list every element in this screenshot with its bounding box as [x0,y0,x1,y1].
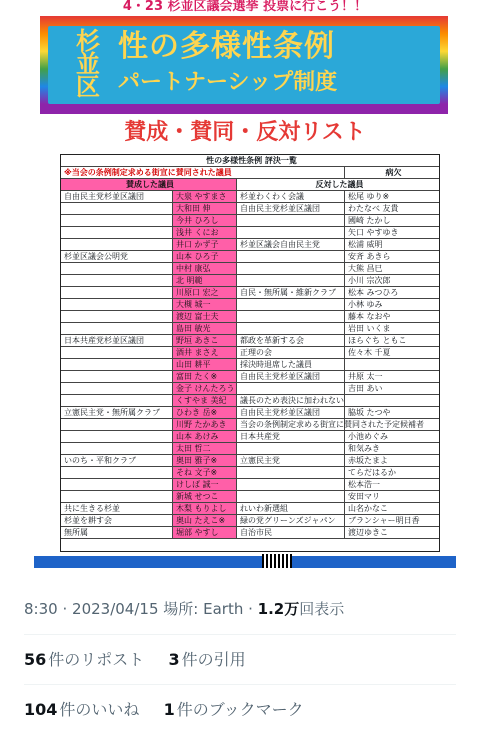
col-oppose: 反対した議員 [315,180,364,189]
table-cell: 山本 ひろ子 [173,251,237,262]
table-cell: 山田 耕平 [173,359,237,370]
table-cell: くすやま 美紀 [173,395,237,406]
table-cell: 松本 みつひろ [348,288,399,297]
table-cell: ほらぐち ともこ [348,336,407,345]
table-cell [61,479,173,490]
divider [24,684,456,685]
table-row [61,491,439,503]
table-cell: 日本共産党杉並区議団 [61,335,173,346]
table-cell [61,491,173,502]
table-row [61,239,439,251]
table-cell: 赤坂たまよ [348,456,388,465]
table-cell: 小池めぐみ [348,432,388,441]
tweet-location[interactable]: 場所: Earth [163,600,244,618]
table-cell: 大熊 昌巳 [348,264,383,273]
table-cell: 小林 ゆみ [348,300,383,309]
table-row [61,395,439,407]
table-cell: ブランシャー明日香 [348,516,420,525]
quotes-link[interactable] [168,650,245,669]
table-cell [61,359,173,370]
table-cell: 杉並区議会公明党 [61,251,173,262]
table-row [61,227,439,239]
table-cell: 奥山 たえこ※ [173,515,237,526]
table-cell: 渡辺 富士夫 [173,311,237,322]
subheader-right: 病欠 [385,168,402,177]
table-cell: 緑の党グリーンズジャパン [237,515,345,526]
table-cell: 佐々木 千夏 [348,348,391,357]
table-cell: 松浦 威明 [348,240,383,249]
table-cell: 中村 康弘 [173,263,237,274]
table-cell: 堀部 やすし [173,527,237,538]
table-cell: 奥田 雅子※ [173,455,237,466]
table-cell [61,299,173,310]
table-row [61,191,439,203]
table-cell [237,227,345,238]
table-cell [61,395,173,406]
table-cell [345,359,439,370]
table-row [61,263,439,275]
table-row [61,371,439,383]
table-cell [237,479,345,490]
table-row [61,527,439,539]
table-cell [237,215,345,226]
table-cell: 脇坂 たつや [348,408,391,417]
meta-dot-2: · [248,600,253,618]
table-cell: 矢口 やすゆき [348,228,399,237]
table-cell: ひわき 岳※ [173,407,237,418]
table-cell: いのち・平和クラブ [61,455,173,466]
table-row [61,287,439,299]
reposts-count: 56 [24,650,47,669]
table-title-row [61,155,439,167]
table-cell: 杉並わくわく会議 [237,191,345,202]
table-row [61,311,439,323]
table-cell: 採決時退席した議員 [237,359,345,370]
table-row [61,359,439,371]
table-row [61,407,439,419]
tweet-date[interactable]: 2023/04/15 [72,600,159,618]
meta-dot: · [62,600,68,618]
tweet-time[interactable]: 8:30 [24,600,58,618]
table-cell: 渡辺ゆきこ [348,528,388,537]
table-cell: 小川 宗次郎 [348,276,391,285]
table-cell [61,287,173,298]
ward-label: 杉並区 [76,27,100,101]
table-subheader-row [61,167,439,179]
divider [24,634,456,635]
table-cell: 立憲民主党 [237,455,345,466]
table-cell: 木梨 もりよし [173,503,237,514]
subheader-left: ※当会の条例制定求める街宣に賛同された議員 [61,167,345,178]
table-cell: 安田マリ [348,492,380,501]
table-row [61,275,439,287]
table-row [61,347,439,359]
table-column-row [61,179,439,191]
table-cell [61,215,173,226]
table-cell [61,203,173,214]
table-row [61,419,439,431]
table-cell: 岩田 いくま [348,324,391,333]
table-cell: 浅井 くにお [173,227,237,238]
table-row [61,503,439,515]
list-title: 賛成・賛同・反対リスト [124,120,366,145]
table-cell [237,323,345,334]
table-row [61,479,439,491]
table-row [61,299,439,311]
table-cell: 立憲民主党・無所属クラブ [61,407,173,418]
table-cell: 杉並区議会自由民主党 [237,239,345,250]
bookmarks-label: 件のブックマーク [176,700,304,719]
table-row [61,515,439,527]
col-support: 賛成した議員 [61,179,237,190]
table-row [61,431,439,443]
table-cell: 井原 太一 [348,372,383,381]
table-cell: そね 文子※ [173,467,237,478]
table-cell: 自由民主党杉並区議団 [237,407,345,418]
tweet-meta [24,598,344,620]
likes-label: 件のいいね [59,700,140,719]
table-cell: 都政を革新する会 [237,335,345,346]
banner-panel [48,26,440,104]
flyer-bottom-band [34,556,456,568]
table-row [61,203,439,215]
views-label: 回表示 [299,600,345,618]
table-cell [345,419,439,430]
table-cell [237,467,345,478]
table-cell: 自由民主党杉並区議団 [237,371,345,382]
table-cell: 安斉 あきら [348,252,391,261]
table-cell: 松本浩一 [348,480,380,489]
table-cell [237,491,345,502]
table-cell: 野垣 あきこ [173,335,237,346]
quotes-count: 3 [168,650,180,669]
table-title: 性の多様性条例 評決一覧 [206,156,297,165]
vote-table [60,154,440,552]
table-cell: 共に生きる杉並 [61,503,173,514]
table-cell: 無所属 [61,527,173,538]
qr-code-icon [262,554,292,568]
reposts-link[interactable] [24,650,144,669]
table-cell [61,347,173,358]
table-cell: 吉田 あい [348,384,383,393]
quotes-label: 件の引用 [181,650,246,669]
reposts-label: 件のリポスト [48,650,145,669]
table-cell: 今井 ひろし [173,215,237,226]
table-cell [61,443,173,454]
table-row [61,323,439,335]
table-cell: 井口 かず子 [173,239,237,250]
table-cell [237,311,345,322]
flyer-topline: 4・23 杉並区議会選挙 投票に行こう！！ [122,0,368,14]
table-cell [237,263,345,274]
table-cell: 北 明範 [173,275,237,286]
table-body [61,191,439,539]
likes-count: 104 [24,700,58,719]
table-row [61,467,439,479]
views-count: 1.2万 [257,600,300,618]
table-cell: 山名かなこ [348,504,388,513]
table-cell [61,323,173,334]
table-cell: 金子 けんたろう [173,383,237,394]
likes-link[interactable] [24,700,139,719]
banner-subtitle: パートナーシップ制度 [118,70,338,95]
table-cell: 藤本 なおや [348,312,391,321]
table-cell: 当会の条例制定求める街宣に賛同された予定候補者 [237,419,345,430]
tweet-image[interactable] [34,0,456,568]
table-cell [61,383,173,394]
table-cell: けしば 誠一 [173,479,237,490]
table-cell [61,227,173,238]
table-cell [61,263,173,274]
table-cell [61,419,173,430]
table-cell: 自治市民 [237,527,345,538]
table-cell: 島田 敏光 [173,323,237,334]
bookmarks-link[interactable] [164,700,304,719]
table-cell [237,443,345,454]
table-cell [61,275,173,286]
table-row [61,383,439,395]
table-cell [61,467,173,478]
table-cell: 自由民主党杉並区議団 [61,191,173,202]
table-cell: わたなべ 友貴 [348,204,399,213]
table-cell: 正理の会 [237,347,345,358]
table-cell [237,251,345,262]
banner-title: 性の多様性条例 [118,29,335,64]
table-cell: 富田 たく※ [173,371,237,382]
table-cell: 太田 哲二 [173,443,237,454]
table-cell: 川野 たかあき [173,419,237,430]
table-row [61,215,439,227]
table-cell: 議長のため表決に加われない [237,395,345,406]
table-cell: てらだはるか [348,468,396,477]
table-cell [61,431,173,442]
table-cell: 和気みき [348,444,380,453]
table-cell [61,311,173,322]
table-cell [237,383,345,394]
table-cell: 松尾 ゆり※ [348,192,390,201]
table-cell: 日本共産党 [237,431,345,442]
bookmarks-count: 1 [163,700,175,719]
table-cell: 川原口 宏之 [173,287,237,298]
table-cell: 國崎 たかし [348,216,391,225]
table-row [61,335,439,347]
table-row [61,443,439,455]
table-cell: 大泉 やすまさ [173,191,237,202]
table-cell [237,299,345,310]
engagement-row-1 [24,648,246,672]
table-cell: 大和田 伸 [173,203,237,214]
table-cell [237,275,345,286]
table-row [61,455,439,467]
rainbow-banner [40,16,448,114]
table-row [61,251,439,263]
table-cell: 大槻 城一 [173,299,237,310]
table-cell: 新城 せつこ [173,491,237,502]
table-cell: 杉並を耕す会 [61,515,173,526]
table-cell: れいわ新選組 [237,503,345,514]
table-cell [61,239,173,250]
table-cell: 自民・無所属・維新クラブ [237,287,345,298]
engagement-row-2 [24,698,304,722]
table-cell [61,371,173,382]
table-cell: 酒井 まさえ [173,347,237,358]
table-cell [345,395,439,406]
table-cell: 自由民主党杉並区議団 [237,203,345,214]
table-cell: 山本 あけみ [173,431,237,442]
